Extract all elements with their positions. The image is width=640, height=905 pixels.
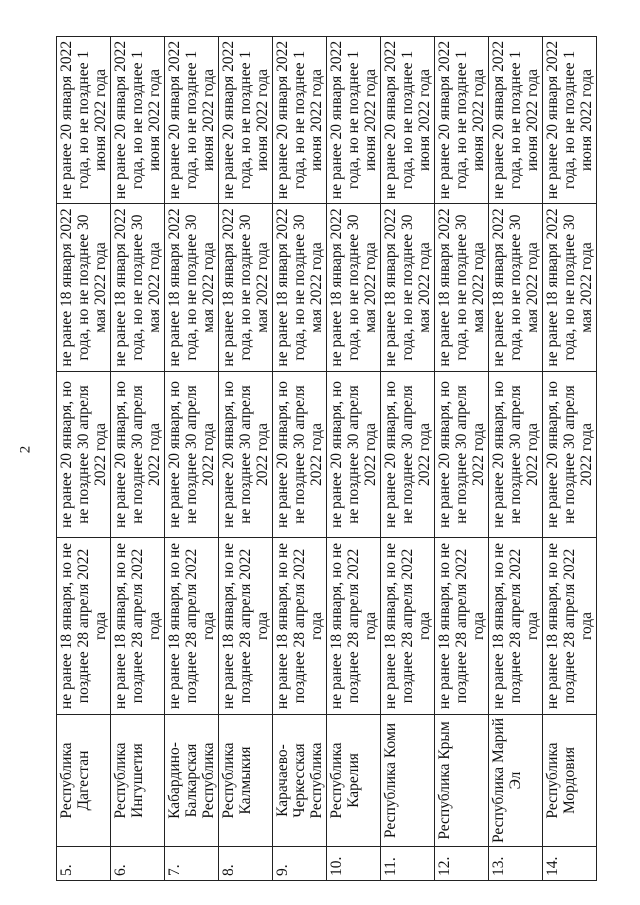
date-range-3: не ранее 18 января 2022 года, но не позднее 30 мая 2022 года bbox=[489, 204, 543, 372]
table-row bbox=[165, 37, 219, 881]
row-number: 12. bbox=[435, 847, 489, 881]
region-name: Республика Марий Эл bbox=[489, 715, 543, 847]
table-row bbox=[435, 37, 489, 881]
region-name: Республика Калмыкия bbox=[219, 715, 273, 847]
table-row bbox=[57, 37, 111, 881]
row-number: 10. bbox=[327, 847, 381, 881]
date-range-1: не ранее 18 января, но не позднее 28 апреля 2022 года bbox=[165, 538, 219, 715]
date-range-2: не ранее 20 января, но не позднее 30 апреля 2022 года bbox=[273, 372, 327, 538]
date-range-1: не ранее 18 января, но не позднее 28 апреля 2022 года bbox=[543, 538, 597, 715]
row-number: 6. bbox=[111, 847, 165, 881]
date-range-2: не ранее 20 января, но не позднее 30 апреля 2022 года bbox=[219, 372, 273, 538]
table-body bbox=[57, 37, 597, 881]
page-number: 2 bbox=[17, 445, 34, 454]
date-range-3: не ранее 18 января 2022 года, но не позднее 30 мая 2022 года bbox=[381, 204, 435, 372]
row-number: 13. bbox=[489, 847, 543, 881]
date-range-1: не ранее 18 января, но не позднее 28 апреля 2022 года bbox=[273, 538, 327, 715]
row-number: 7. bbox=[165, 847, 219, 881]
table-row bbox=[543, 37, 597, 881]
date-range-1: не ранее 18 января, но не позднее 28 апреля 2022 года bbox=[219, 538, 273, 715]
region-name: Республика Мордовия bbox=[543, 715, 597, 847]
region-name: Республика Ингушетия bbox=[111, 715, 165, 847]
date-range-4: не ранее 20 января 2022 года, но не позднее 1 июня 2022 года bbox=[543, 37, 597, 204]
date-range-3: не ранее 18 января 2022 года, но не позднее 30 мая 2022 года bbox=[327, 204, 381, 372]
row-number: 9. bbox=[273, 847, 327, 881]
table-row bbox=[489, 37, 543, 881]
date-range-4: не ранее 20 января 2022 года, но не позднее 1 июня 2022 года bbox=[489, 37, 543, 204]
date-range-2: не ранее 20 января, но не позднее 30 апреля 2022 года bbox=[435, 372, 489, 538]
region-name: Карачаево-Черкесская Республика bbox=[273, 715, 327, 847]
date-range-3: не ранее 18 января 2022 года, но не позднее 30 мая 2022 года bbox=[57, 204, 111, 372]
region-name: Республика Дагестан bbox=[57, 715, 111, 847]
region-name: Республика Крым bbox=[435, 715, 489, 847]
row-number: 11. bbox=[381, 847, 435, 881]
table-row bbox=[219, 37, 273, 881]
date-range-4: не ранее 20 января 2022 года, но не позднее 1 июня 2022 года bbox=[111, 37, 165, 204]
date-range-1: не ранее 18 января, но не позднее 28 апреля 2022 года bbox=[381, 538, 435, 715]
table-row bbox=[111, 37, 165, 881]
region-name: Республика Карелия bbox=[327, 715, 381, 847]
date-range-4: не ранее 20 января 2022 года, но не позднее 1 июня 2022 года bbox=[219, 37, 273, 204]
date-range-1: не ранее 18 января, но не позднее 28 апреля 2022 года bbox=[57, 538, 111, 715]
table-row bbox=[381, 37, 435, 881]
table-row bbox=[273, 37, 327, 881]
date-range-3: не ранее 18 января 2022 года, но не позднее 30 мая 2022 года bbox=[111, 204, 165, 372]
row-number: 14. bbox=[543, 847, 597, 881]
date-range-4: не ранее 20 января 2022 года, но не позднее 1 июня 2022 года bbox=[327, 37, 381, 204]
date-range-1: не ранее 18 января, но не позднее 28 апреля 2022 года bbox=[489, 538, 543, 715]
date-range-3: не ранее 18 января 2022 года, но не позднее 30 мая 2022 года bbox=[543, 204, 597, 372]
schedule-table bbox=[56, 36, 597, 881]
date-range-1: не ранее 18 января, но не позднее 28 апреля 2022 года bbox=[327, 538, 381, 715]
date-range-2: не ранее 20 января, но не позднее 30 апреля 2022 года bbox=[543, 372, 597, 538]
date-range-3: не ранее 18 января 2022 года, но не позднее 30 мая 2022 года bbox=[273, 204, 327, 372]
date-range-4: не ранее 20 января 2022 года, но не позднее 1 июня 2022 года bbox=[165, 37, 219, 204]
date-range-3: не ранее 18 января 2022 года, но не позднее 30 мая 2022 года bbox=[165, 204, 219, 372]
date-range-2: не ранее 20 января, но не позднее 30 апреля 2022 года bbox=[327, 372, 381, 538]
rotated-table-wrapper bbox=[56, 37, 595, 881]
date-range-2: не ранее 20 января, но не позднее 30 апреля 2022 года bbox=[165, 372, 219, 538]
date-range-1: не ранее 18 января, но не позднее 28 апреля 2022 года bbox=[111, 538, 165, 715]
date-range-2: не ранее 20 января, но не позднее 30 апреля 2022 года bbox=[57, 372, 111, 538]
row-number: 8. bbox=[219, 847, 273, 881]
region-name: Республика Коми bbox=[381, 715, 435, 847]
date-range-2: не ранее 20 января, но не позднее 30 апреля 2022 года bbox=[489, 372, 543, 538]
date-range-1: не ранее 18 января, но не позднее 28 апреля 2022 года bbox=[435, 538, 489, 715]
region-name: Кабардино-Балкарская Республика bbox=[165, 715, 219, 847]
date-range-4: не ранее 20 января 2022 года, но не позднее 1 июня 2022 года bbox=[273, 37, 327, 204]
date-range-4: не ранее 20 января 2022 года, но не позднее 1 июня 2022 года bbox=[57, 37, 111, 204]
date-range-3: не ранее 18 января 2022 года, но не позднее 30 мая 2022 года bbox=[219, 204, 273, 372]
date-range-2: не ранее 20 января, но не позднее 30 апреля 2022 года bbox=[381, 372, 435, 538]
date-range-4: не ранее 20 января 2022 года, но не позднее 1 июня 2022 года bbox=[435, 37, 489, 204]
table-row bbox=[327, 37, 381, 881]
date-range-2: не ранее 20 января, но не позднее 30 апреля 2022 года bbox=[111, 372, 165, 538]
date-range-4: не ранее 20 января 2022 года, но не позднее 1 июня 2022 года bbox=[381, 37, 435, 204]
row-number: 5. bbox=[57, 847, 111, 881]
date-range-3: не ранее 18 января 2022 года, но не позднее 30 мая 2022 года bbox=[435, 204, 489, 372]
